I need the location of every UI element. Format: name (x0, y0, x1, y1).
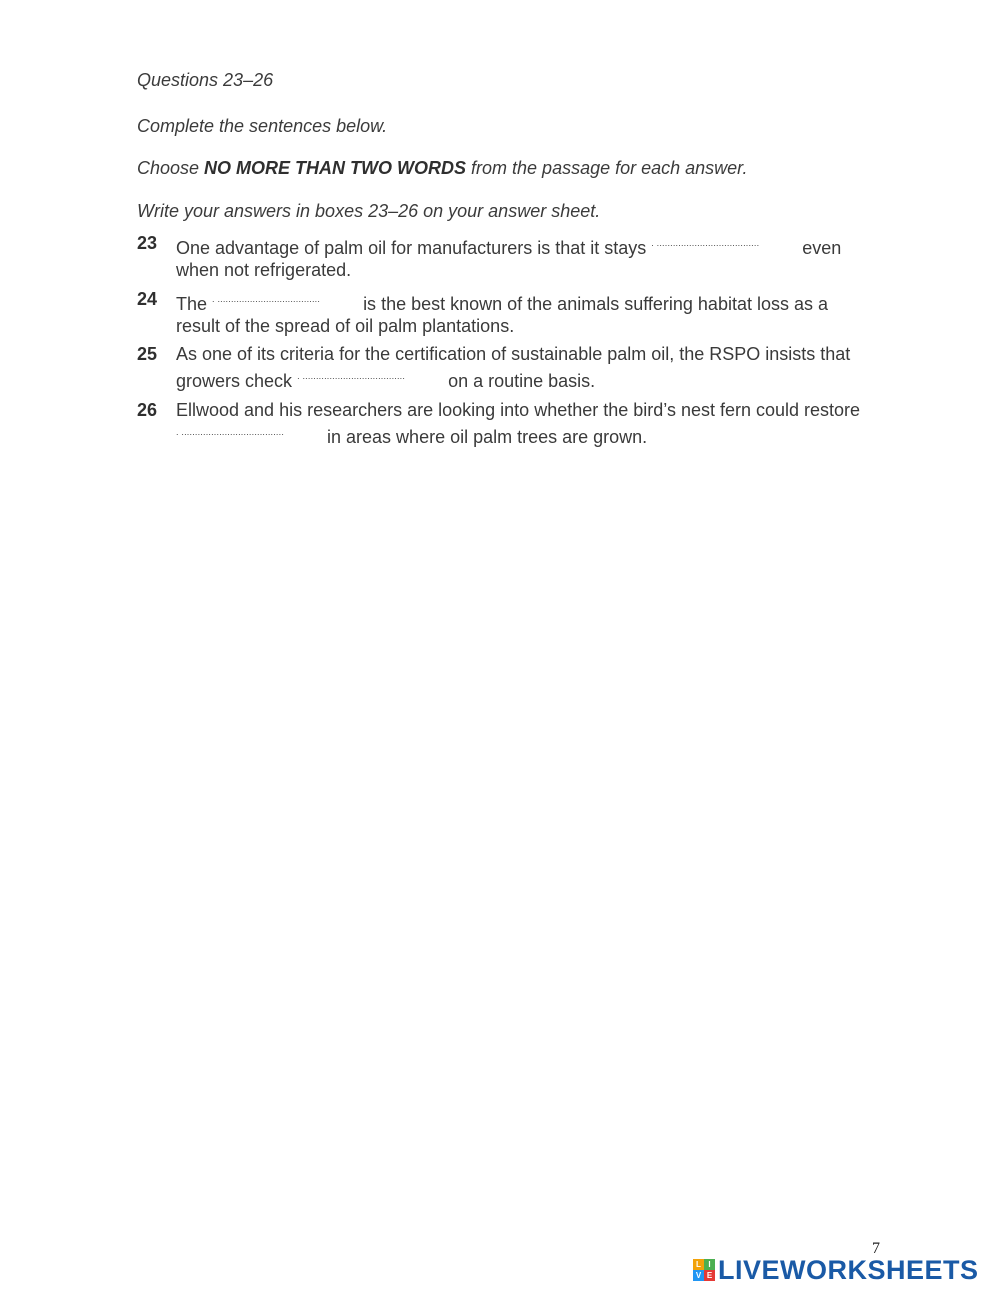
question-number: 25 (137, 344, 158, 364)
question-text-before: One advantage of palm oil for manufacturers is that it stays (176, 238, 647, 258)
question-text-before: Ellwood and his researchers are looking into whether the bird’s nest fern could restore (176, 400, 861, 420)
brand-name: LIVEWORKSHEETS (718, 1255, 979, 1285)
question-text (176, 288, 876, 337)
question-number: 23 (137, 233, 158, 253)
instruction-word-limit-post: from the passage for each answer. (466, 158, 748, 178)
instruction-word-limit-bold: NO MORE THAN TWO WORDS (204, 158, 467, 178)
answer-blank-25[interactable]: . ...................................... (297, 371, 406, 381)
questions-heading: Questions 23–26 (137, 70, 274, 90)
instruction-word-limit (137, 156, 748, 180)
logo-letter: I (704, 1259, 715, 1270)
logo-letter: V (693, 1270, 704, 1281)
logo-letter: E (704, 1270, 715, 1281)
answer-blank-23[interactable]: . ...................................... (651, 238, 760, 248)
liveworksheets-brand[interactable] (693, 1256, 979, 1284)
question-text-before: The (176, 294, 208, 314)
question-number: 24 (137, 289, 158, 309)
question-text-before: As one of its criteria for the certification of sustainable palm oil, the RSPO insists that growers check (176, 344, 851, 391)
question-text-after: is the best known of the animals suffering habitat loss as a result of the spread of oil palm plantations. (176, 294, 828, 336)
question-number: 26 (137, 400, 158, 420)
answer-blank-26[interactable]: . ...................................... (176, 427, 285, 437)
instruction-answer-sheet: Write your answers in boxes 23–26 on your answer sheet. (137, 201, 601, 221)
answer-blank-24[interactable]: . ...................................... (212, 294, 321, 304)
question-text (176, 399, 876, 448)
question-text (176, 232, 876, 281)
instruction-complete: Complete the sentences below. (137, 116, 388, 136)
question-text-after: on a routine basis. (448, 371, 596, 391)
page-number: 7 (872, 1240, 880, 1257)
instruction-word-limit-pre: Choose (137, 158, 205, 178)
logo-letter: L (693, 1259, 704, 1270)
question-text-after: in areas where oil palm trees are grown. (327, 427, 648, 447)
question-text-after: even when not refrigerated. (176, 238, 842, 280)
question-text (176, 343, 876, 392)
liveworksheets-logo-icon (693, 1259, 715, 1281)
